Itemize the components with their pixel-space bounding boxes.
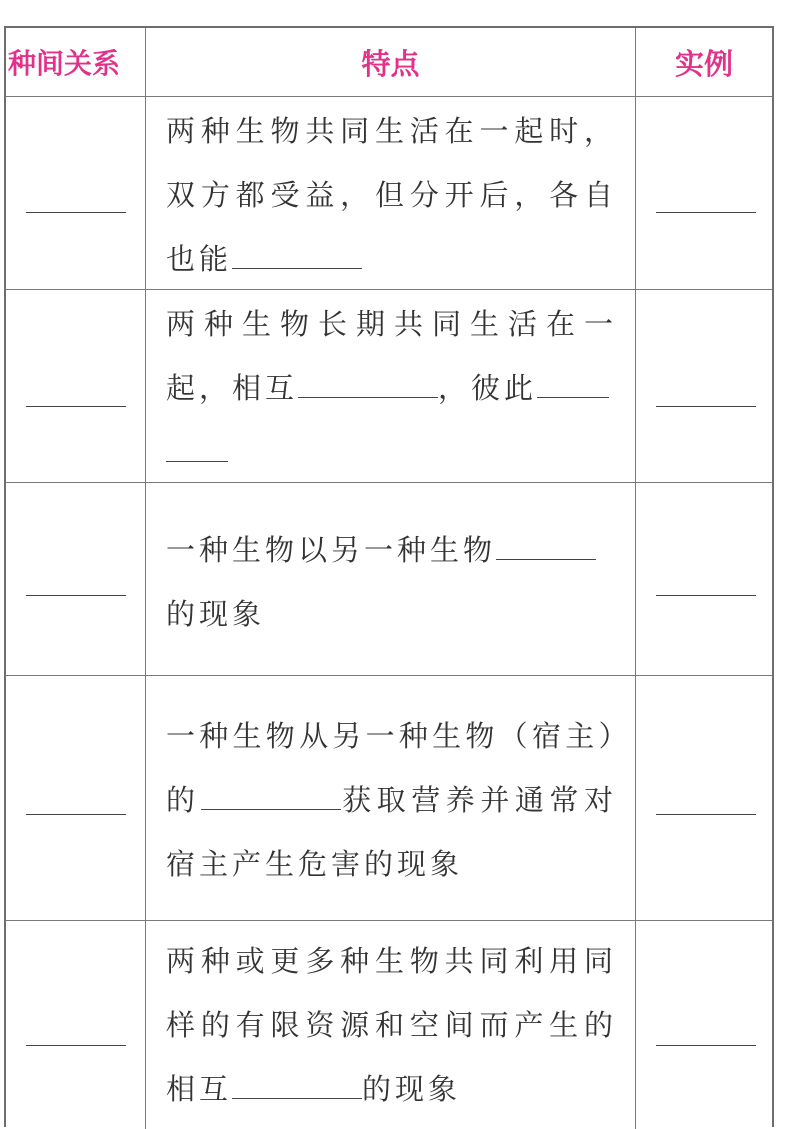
example-blank[interactable] [656, 1045, 756, 1046]
relation-blank[interactable] [26, 212, 126, 213]
feature-text: 一种生物从另一种生物（宿主）的 获取营养并通常对宿主产生危害的现象 [166, 719, 617, 881]
header-example: 实例 [674, 46, 733, 81]
relation-cell [6, 483, 146, 675]
relation-blank[interactable] [26, 595, 126, 596]
header-relation: 种间关系 [6, 28, 146, 96]
example-blank[interactable] [656, 814, 756, 815]
example-cell [636, 676, 772, 920]
example-cell [636, 290, 772, 482]
feature-text: 一种生物以另一种生物 的现象 [166, 518, 617, 646]
relation-blank[interactable] [26, 814, 126, 815]
example-blank[interactable] [656, 212, 756, 213]
header-feature: 特点 [146, 28, 636, 96]
table-row [6, 97, 772, 290]
feature-text: 两种生物共同生活在一起时，双方都受益，但分开后，各自也能 [166, 114, 617, 276]
table-row [6, 676, 772, 921]
feature-blank[interactable] [496, 549, 596, 560]
feature-blank[interactable] [298, 387, 438, 398]
feature-cell [146, 676, 636, 920]
example-cell [636, 97, 772, 289]
feature-text: 两种生物长期共同生活在一起，相互 ，彼此 [166, 292, 617, 484]
species-relation-table [4, 26, 774, 1127]
feature-cell [146, 290, 636, 482]
table-row [6, 290, 772, 483]
feature-text: 两种或更多种生物共同利用同样的有限资源和空间而产生的相互 的现象 [166, 944, 617, 1106]
relation-cell [6, 97, 146, 289]
feature-blank[interactable] [166, 451, 228, 462]
example-cell [636, 921, 772, 1129]
relation-cell [6, 290, 146, 482]
table-row [6, 921, 772, 1129]
feature-cell [146, 921, 636, 1129]
feature-blank[interactable] [232, 258, 362, 269]
relation-cell [6, 921, 146, 1129]
feature-cell [146, 97, 636, 289]
table-header-row [6, 28, 772, 97]
table-row [6, 483, 772, 676]
feature-blank[interactable] [201, 799, 341, 810]
relation-cell [6, 676, 146, 920]
feature-blank[interactable] [537, 387, 609, 398]
relation-blank[interactable] [26, 1045, 126, 1046]
example-blank[interactable] [656, 595, 756, 596]
example-cell [636, 483, 772, 675]
feature-blank[interactable] [232, 1088, 362, 1099]
relation-blank[interactable] [26, 406, 126, 407]
example-blank[interactable] [656, 406, 756, 407]
feature-cell [146, 483, 636, 675]
